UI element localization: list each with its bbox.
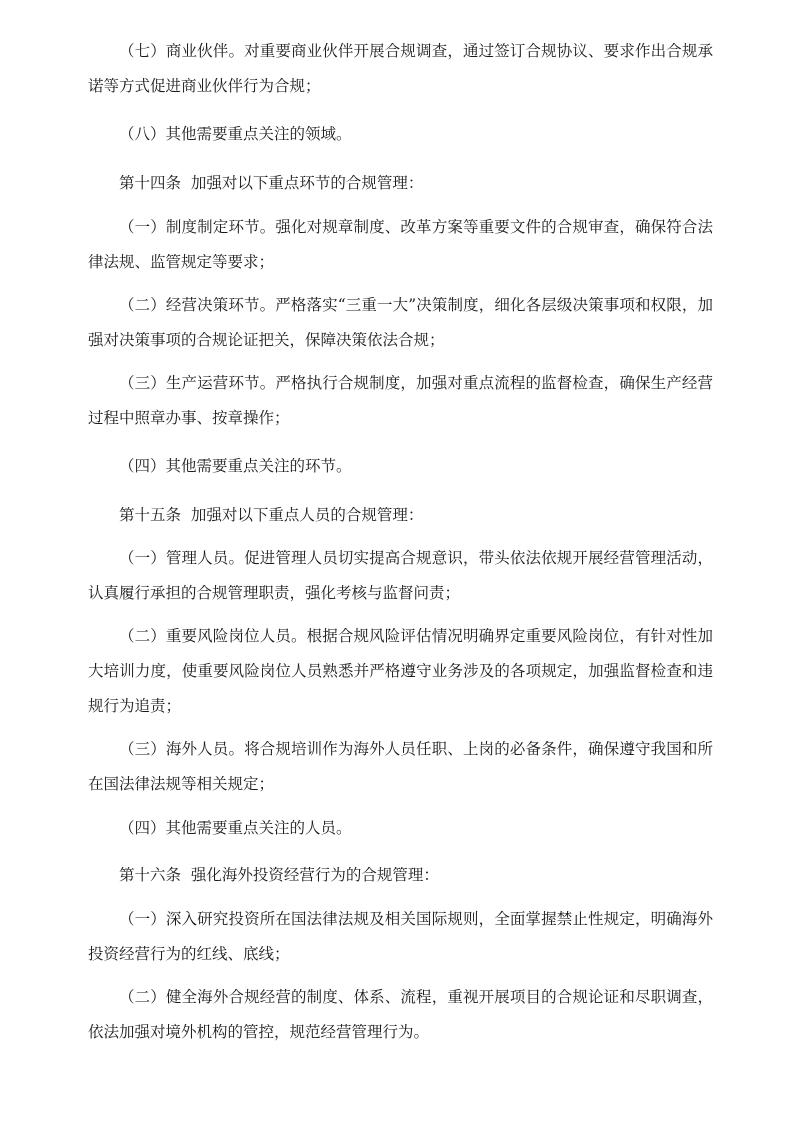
paragraph-overseas-personnel: （三）海外人员。将合规培训作为海外人员任职、上岗的必备条件，确保遵守我国和所在国法律法规等相关规定；: [88, 740, 713, 793]
paragraph-overseas-systems: （二）健全海外合规经营的制度、体系、流程，重视开展项目的合规论证和尽职调查，依法加强对境外机构的管控，规范经营管理行为。: [88, 988, 713, 1041]
paragraph-business-decisions: （二）经营决策环节。严格落实“三重一大”决策制度，细化各层级决策事项和权限，加强对决策事项的合规论证把关，保障决策依法合规；: [88, 296, 713, 349]
paragraph-other-personnel: （四）其他需要重点关注的人员。: [119, 819, 352, 837]
article-16-heading: 第十六条 强化海外投资经营行为的合规管理：: [119, 866, 439, 884]
paragraph-high-risk-positions: （二）重要风险岗位人员。根据合规风险评估情况明确界定重要风险岗位，有针对性加大培训力度，使重要风险岗位人员熟悉并严格遵守业务涉及的各项规定，加强监督检查和违规行为追责；: [88, 627, 713, 715]
paragraph-rule-making: （一）制度制定环节。强化对规章制度、改革方案等重要文件的合规审查，确保符合法律法规、监管规定等要求；: [88, 218, 713, 271]
paragraph-overseas-research: （一）深入研究投资所在国法律法规及相关国际规则，全面掌握禁止性规定，明确海外投资经营行为的红线、底线；: [88, 910, 713, 963]
paragraph-production-operations: （三）生产运营环节。严格执行合规制度，加强对重点流程的监督检查，确保生产经营过程中照章办事、按章操作；: [88, 374, 713, 427]
paragraph-management-personnel: （一）管理人员。促进管理人员切实提高合规意识，带头依法依规开展经营管理活动，认真履行承担的合规管理职责，强化考核与监督问责；: [88, 549, 713, 602]
article-15-heading: 第十五条 加强对以下重点人员的合规管理：: [119, 506, 424, 524]
paragraph-other-areas: （八）其他需要重点关注的领域。: [119, 125, 352, 143]
paragraph-commercial-partners: （七）商业伙伴。对重要商业伙伴开展合规调查，通过签订合规协议、要求作出合规承诺等方式促进商业伙伴行为合规；: [88, 42, 713, 95]
paragraph-other-links: （四）其他需要重点关注的环节。: [119, 457, 352, 475]
article-14-heading: 第十四条 加强对以下重点环节的合规管理：: [119, 174, 424, 192]
